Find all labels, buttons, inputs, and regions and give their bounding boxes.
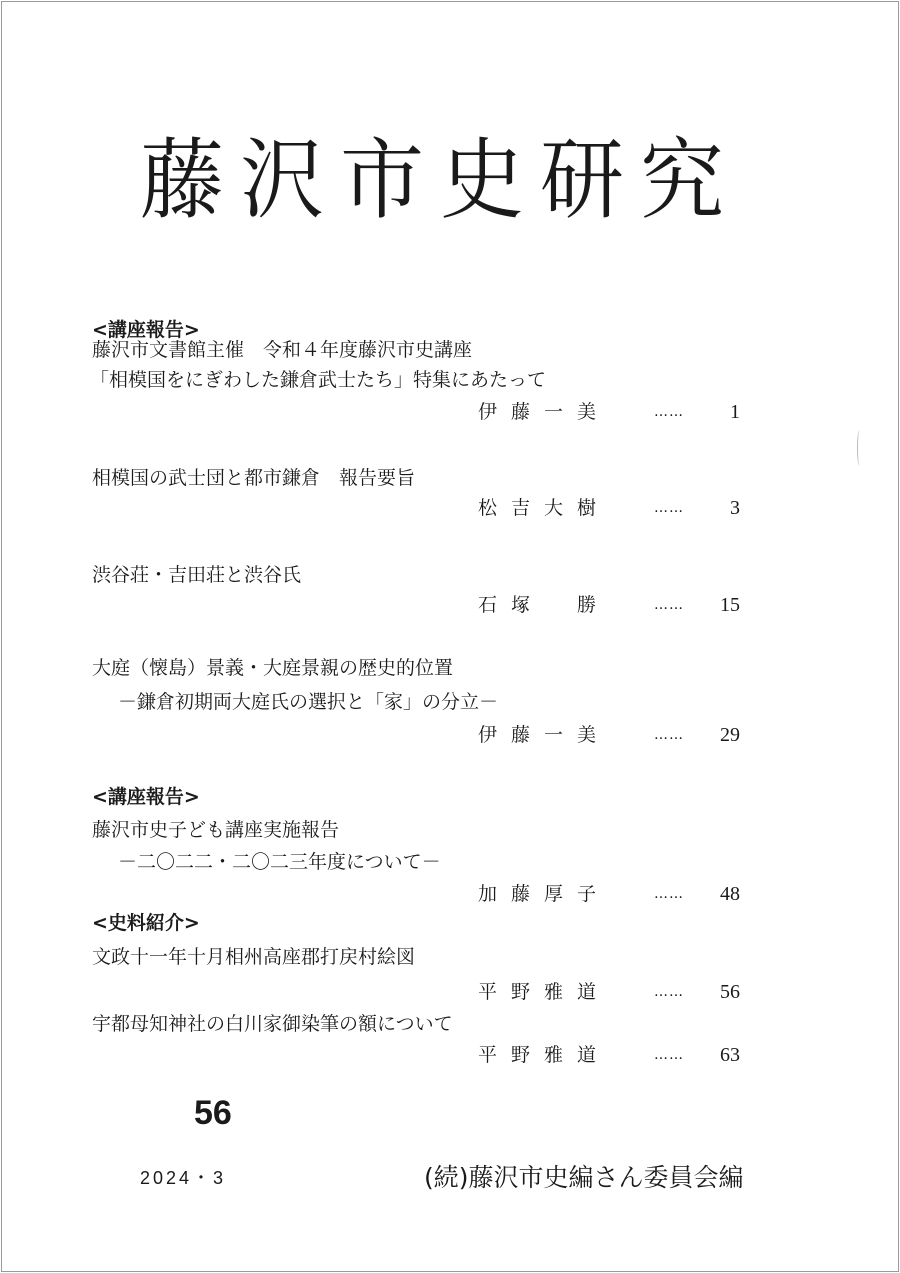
- entry-author-line: [478, 723, 740, 747]
- leader-dots: ……: [654, 597, 684, 613]
- entry-title: 文政十一年十月相州高座郡打戻村絵図: [92, 946, 416, 968]
- volume-number: 56: [194, 1094, 232, 1132]
- author: 伊藤一美: [478, 724, 611, 746]
- author: 松吉大樹: [478, 497, 611, 519]
- page-number: 63: [720, 1044, 740, 1066]
- entry-title: 藤沢市文書館主催 令和４年度藤沢市史講座: [92, 339, 473, 361]
- leader-dots: ……: [654, 886, 684, 902]
- section-header: <講座報告>: [92, 319, 200, 341]
- entry-title: 藤沢市史子ども講座実施報告: [92, 819, 340, 841]
- leader-dots: ……: [654, 727, 684, 743]
- scan-mark: [857, 430, 862, 466]
- author: 平野雅道: [478, 1044, 611, 1066]
- entry-title: 大庭（懐島）景義・大庭景親の歴史的位置: [92, 657, 454, 679]
- journal-title: 藤沢市史研究: [140, 128, 741, 232]
- entry-author-line: [478, 593, 740, 617]
- entry-author-line: [478, 882, 740, 906]
- entry-author-line: [478, 400, 740, 424]
- entry-title: 宇都母知神社の白川家御染筆の額について: [92, 1013, 453, 1035]
- page-number: 3: [730, 497, 740, 519]
- entry-author-line: [478, 496, 740, 520]
- entry-author-line: [478, 980, 740, 1004]
- page-number: 48: [720, 883, 740, 905]
- entry-subtitle: －鎌倉初期両大庭氏の選択と「家」の分立－: [118, 691, 499, 713]
- author: 加藤厚子: [478, 883, 611, 905]
- page-number: 29: [720, 724, 740, 746]
- leader-dots: ……: [654, 404, 684, 420]
- section-header: <講座報告>: [92, 786, 200, 808]
- author: 石塚 勝: [478, 594, 611, 616]
- page-number: 1: [730, 401, 740, 423]
- page-number: 56: [720, 981, 740, 1003]
- author: 伊藤一美: [478, 401, 611, 423]
- entry-subtitle: 「相模国をにぎわした鎌倉武士たち」特集にあたって: [90, 369, 547, 391]
- leader-dots: ……: [654, 1047, 684, 1063]
- page-number: 15: [720, 594, 740, 616]
- publisher: (続)藤沢市史編さん委員会編: [424, 1163, 744, 1192]
- section-header: <史料紹介>: [92, 912, 200, 934]
- entry-title: 相模国の武士団と都市鎌倉 報告要旨: [92, 467, 416, 489]
- entry-subtitle: －二〇二二・二〇二三年度について－: [118, 851, 441, 873]
- leader-dots: ……: [654, 500, 684, 516]
- leader-dots: ……: [654, 984, 684, 1000]
- entry-title: 渋谷荘・吉田荘と渋谷氏: [92, 564, 302, 586]
- publication-date: 2024・3: [140, 1168, 227, 1188]
- author: 平野雅道: [478, 981, 611, 1003]
- entry-author-line: [478, 1043, 740, 1067]
